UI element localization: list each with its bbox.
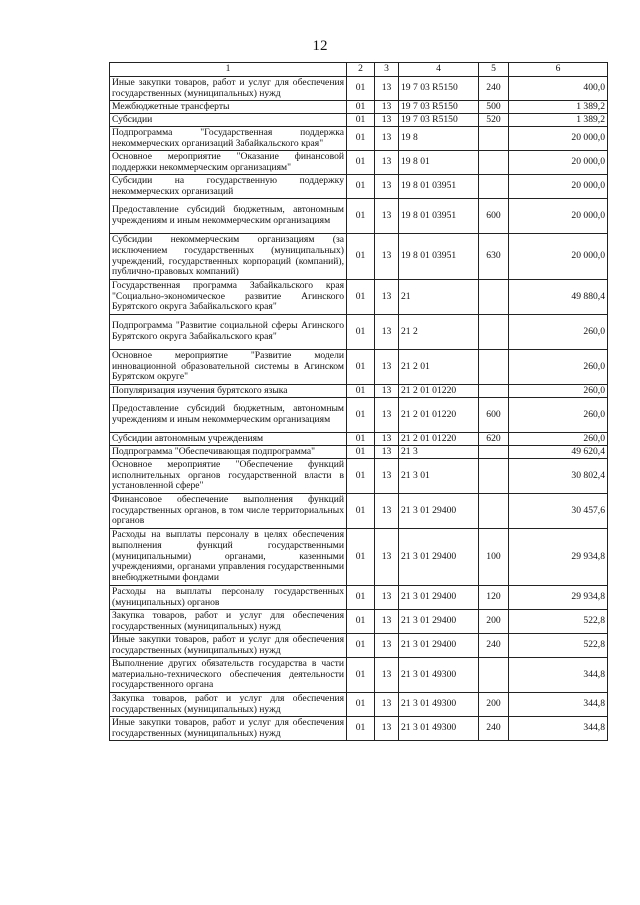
target-article-cell: 21 2 01 01220 bbox=[399, 398, 479, 433]
table-body bbox=[110, 77, 608, 741]
section-code-cell: 01 bbox=[347, 634, 375, 658]
row-name-cell: Выполнение других обязательств государства в части материально-технического обеспечения деятельности государственного органа bbox=[110, 658, 347, 693]
subsection-code-cell: 13 bbox=[375, 586, 399, 610]
expense-type-cell: 630 bbox=[479, 234, 509, 280]
target-article-cell: 21 3 01 29400 bbox=[399, 586, 479, 610]
target-article-cell: 21 3 01 29400 bbox=[399, 610, 479, 634]
expense-type-cell: 100 bbox=[479, 529, 509, 586]
table-row bbox=[110, 127, 608, 151]
amount-cell: 260,0 bbox=[509, 398, 608, 433]
row-name-cell: Основное мероприятие "Обеспечение функций исполнительных органов государственной власти в установленной сфере" bbox=[110, 459, 347, 494]
table-row bbox=[110, 494, 608, 529]
target-article-cell: 19 8 01 03951 bbox=[399, 175, 479, 199]
target-article-cell: 21 2 01 bbox=[399, 350, 479, 385]
amount-cell: 400,0 bbox=[509, 77, 608, 101]
section-code-cell: 01 bbox=[347, 529, 375, 586]
section-code-cell: 01 bbox=[347, 199, 375, 234]
subsection-code-cell: 13 bbox=[375, 433, 399, 446]
expense-type-cell bbox=[479, 315, 509, 350]
section-code-cell: 01 bbox=[347, 77, 375, 101]
row-name-cell: Субсидии некоммерческим организациям (за исключением государственных (муниципальных) учреждений, государственных корпораций (компаний), публично-правовых компаний) bbox=[110, 234, 347, 280]
row-name-cell: Государственная программа Забайкальского края "Социально-экономическое развитие Агинского Бурятского округа Забайкальского края" bbox=[110, 280, 347, 315]
section-code-cell: 01 bbox=[347, 433, 375, 446]
target-article-cell: 19 7 03 R5150 bbox=[399, 77, 479, 101]
subsection-code-cell: 13 bbox=[375, 717, 399, 741]
table-row bbox=[110, 717, 608, 741]
subsection-code-cell: 13 bbox=[375, 77, 399, 101]
amount-cell: 20 000,0 bbox=[509, 234, 608, 280]
amount-cell: 49 880,4 bbox=[509, 280, 608, 315]
row-name-cell: Основное мероприятие "Оказание финансовой поддержки некоммерческим организациям" bbox=[110, 151, 347, 175]
amount-cell: 20 000,0 bbox=[509, 127, 608, 151]
target-article-cell: 21 2 01 01220 bbox=[399, 385, 479, 398]
row-name-cell: Субсидии на государственную поддержку некоммерческих организаций bbox=[110, 175, 347, 199]
subsection-code-cell: 13 bbox=[375, 658, 399, 693]
subsection-code-cell: 13 bbox=[375, 315, 399, 350]
table-row bbox=[110, 433, 608, 446]
row-name-cell: Основное мероприятие "Развитие модели инновационной образовательной системы в Агинском Бурятском округе" bbox=[110, 350, 347, 385]
target-article-cell: 19 7 03 R5150 bbox=[399, 101, 479, 114]
expense-type-cell bbox=[479, 350, 509, 385]
table-row bbox=[110, 634, 608, 658]
target-article-cell: 19 8 bbox=[399, 127, 479, 151]
section-code-cell: 01 bbox=[347, 315, 375, 350]
amount-cell: 29 934,8 bbox=[509, 586, 608, 610]
target-article-cell: 19 7 03 R5150 bbox=[399, 114, 479, 127]
target-article-cell: 21 3 01 29400 bbox=[399, 529, 479, 586]
table-row bbox=[110, 693, 608, 717]
budget-table bbox=[109, 62, 608, 741]
expense-type-cell bbox=[479, 446, 509, 459]
expense-type-cell bbox=[479, 175, 509, 199]
amount-cell: 344,8 bbox=[509, 693, 608, 717]
table-row bbox=[110, 315, 608, 350]
section-code-cell: 01 bbox=[347, 610, 375, 634]
table-row bbox=[110, 350, 608, 385]
row-name-cell: Популяризация изучения бурятского языка bbox=[110, 385, 347, 398]
amount-cell: 20 000,0 bbox=[509, 151, 608, 175]
section-code-cell: 01 bbox=[347, 114, 375, 127]
expense-type-cell bbox=[479, 151, 509, 175]
amount-cell: 29 934,8 bbox=[509, 529, 608, 586]
row-name-cell: Предоставление субсидий бюджетным, автономным учреждениям и иным некоммерческим организациям bbox=[110, 199, 347, 234]
table-row bbox=[110, 385, 608, 398]
subsection-code-cell: 13 bbox=[375, 114, 399, 127]
row-name-cell: Субсидии автономным учреждениям bbox=[110, 433, 347, 446]
row-name-cell: Закупка товаров, работ и услуг для обеспечения государственных (муниципальных) нужд bbox=[110, 610, 347, 634]
section-code-cell: 01 bbox=[347, 385, 375, 398]
expense-type-cell bbox=[479, 459, 509, 494]
subsection-code-cell: 13 bbox=[375, 280, 399, 315]
table-row bbox=[110, 446, 608, 459]
table-row bbox=[110, 175, 608, 199]
header-cell: 2 bbox=[347, 63, 375, 77]
expense-type-cell bbox=[479, 658, 509, 693]
section-code-cell: 01 bbox=[347, 280, 375, 315]
table-row bbox=[110, 199, 608, 234]
target-article-cell: 21 3 bbox=[399, 446, 479, 459]
amount-cell: 30 802,4 bbox=[509, 459, 608, 494]
target-article-cell: 19 8 01 03951 bbox=[399, 199, 479, 234]
row-name-cell: Подпрограмма "Развитие социальной сферы Агинского Бурятского округа Забайкальского края" bbox=[110, 315, 347, 350]
row-name-cell: Подпрограмма "Обеспечивающая подпрограмма" bbox=[110, 446, 347, 459]
row-name-cell: Финансовое обеспечение выполнения функций государственных органов, в том числе территориальных органов bbox=[110, 494, 347, 529]
amount-cell: 20 000,0 bbox=[509, 175, 608, 199]
section-code-cell: 01 bbox=[347, 350, 375, 385]
row-name-cell: Закупка товаров, работ и услуг для обеспечения государственных (муниципальных) нужд bbox=[110, 693, 347, 717]
amount-cell: 20 000,0 bbox=[509, 199, 608, 234]
table-row bbox=[110, 114, 608, 127]
expense-type-cell: 240 bbox=[479, 634, 509, 658]
expense-type-cell: 200 bbox=[479, 610, 509, 634]
subsection-code-cell: 13 bbox=[375, 385, 399, 398]
table-row bbox=[110, 280, 608, 315]
section-code-cell: 01 bbox=[347, 658, 375, 693]
section-code-cell: 01 bbox=[347, 234, 375, 280]
target-article-cell: 21 3 01 29400 bbox=[399, 494, 479, 529]
subsection-code-cell: 13 bbox=[375, 634, 399, 658]
amount-cell: 260,0 bbox=[509, 350, 608, 385]
amount-cell: 522,8 bbox=[509, 610, 608, 634]
row-name-cell: Межбюджетные трансферты bbox=[110, 101, 347, 114]
expense-type-cell: 240 bbox=[479, 717, 509, 741]
expense-type-cell: 500 bbox=[479, 101, 509, 114]
expense-type-cell: 200 bbox=[479, 693, 509, 717]
row-name-cell: Расходы на выплаты персоналу государственных (муниципальных) органов bbox=[110, 586, 347, 610]
header-cell: 5 bbox=[479, 63, 509, 77]
target-article-cell: 21 3 01 29400 bbox=[399, 634, 479, 658]
row-name-cell: Иные закупки товаров, работ и услуг для обеспечения государственных (муниципальных) нужд bbox=[110, 77, 347, 101]
target-article-cell: 21 2 bbox=[399, 315, 479, 350]
table-row bbox=[110, 101, 608, 114]
target-article-cell: 21 3 01 49300 bbox=[399, 693, 479, 717]
amount-cell: 49 620,4 bbox=[509, 446, 608, 459]
subsection-code-cell: 13 bbox=[375, 529, 399, 586]
subsection-code-cell: 13 bbox=[375, 459, 399, 494]
section-code-cell: 01 bbox=[347, 717, 375, 741]
expense-type-cell: 600 bbox=[479, 199, 509, 234]
row-name-cell: Иные закупки товаров, работ и услуг для обеспечения государственных (муниципальных) нужд bbox=[110, 634, 347, 658]
expense-type-cell bbox=[479, 494, 509, 529]
subsection-code-cell: 13 bbox=[375, 234, 399, 280]
row-name-cell: Предоставление субсидий бюджетным, автономным учреждениям и иным некоммерческим организациям bbox=[110, 398, 347, 433]
row-name-cell: Расходы на выплаты персоналу в целях обеспечения выполнения функций государственными (муниципальными) органами, казенными учреждениями, органами управления государственными внебюджетными фондами bbox=[110, 529, 347, 586]
subsection-code-cell: 13 bbox=[375, 610, 399, 634]
table-header-row bbox=[110, 63, 608, 77]
table-row bbox=[110, 459, 608, 494]
amount-cell: 522,8 bbox=[509, 634, 608, 658]
target-article-cell: 19 8 01 bbox=[399, 151, 479, 175]
section-code-cell: 01 bbox=[347, 446, 375, 459]
amount-cell: 344,8 bbox=[509, 717, 608, 741]
section-code-cell: 01 bbox=[347, 398, 375, 433]
table-row bbox=[110, 610, 608, 634]
section-code-cell: 01 bbox=[347, 693, 375, 717]
expense-type-cell: 620 bbox=[479, 433, 509, 446]
subsection-code-cell: 13 bbox=[375, 175, 399, 199]
table-row bbox=[110, 151, 608, 175]
section-code-cell: 01 bbox=[347, 101, 375, 114]
header-cell: 4 bbox=[399, 63, 479, 77]
section-code-cell: 01 bbox=[347, 586, 375, 610]
table-row bbox=[110, 586, 608, 610]
table-row bbox=[110, 234, 608, 280]
amount-cell: 30 457,6 bbox=[509, 494, 608, 529]
target-article-cell: 21 2 01 01220 bbox=[399, 433, 479, 446]
section-code-cell: 01 bbox=[347, 494, 375, 529]
target-article-cell: 21 3 01 bbox=[399, 459, 479, 494]
section-code-cell: 01 bbox=[347, 151, 375, 175]
subsection-code-cell: 13 bbox=[375, 151, 399, 175]
target-article-cell: 19 8 01 03951 bbox=[399, 234, 479, 280]
amount-cell: 260,0 bbox=[509, 385, 608, 398]
section-code-cell: 01 bbox=[347, 175, 375, 199]
header-cell: 3 bbox=[375, 63, 399, 77]
section-code-cell: 01 bbox=[347, 127, 375, 151]
table-row bbox=[110, 658, 608, 693]
amount-cell: 260,0 bbox=[509, 315, 608, 350]
amount-cell: 344,8 bbox=[509, 658, 608, 693]
expense-type-cell: 240 bbox=[479, 77, 509, 101]
subsection-code-cell: 13 bbox=[375, 127, 399, 151]
header-cell: 1 bbox=[110, 63, 347, 77]
expense-type-cell bbox=[479, 280, 509, 315]
expense-type-cell: 600 bbox=[479, 398, 509, 433]
row-name-cell: Иные закупки товаров, работ и услуг для обеспечения государственных (муниципальных) нужд bbox=[110, 717, 347, 741]
subsection-code-cell: 13 bbox=[375, 494, 399, 529]
subsection-code-cell: 13 bbox=[375, 350, 399, 385]
subsection-code-cell: 13 bbox=[375, 446, 399, 459]
target-article-cell: 21 3 01 49300 bbox=[399, 717, 479, 741]
target-article-cell: 21 bbox=[399, 280, 479, 315]
target-article-cell: 21 3 01 49300 bbox=[399, 658, 479, 693]
amount-cell: 1 389,2 bbox=[509, 101, 608, 114]
table-row bbox=[110, 77, 608, 101]
expense-type-cell: 520 bbox=[479, 114, 509, 127]
amount-cell: 260,0 bbox=[509, 433, 608, 446]
row-name-cell: Субсидии bbox=[110, 114, 347, 127]
header-cell: 6 bbox=[509, 63, 608, 77]
expense-type-cell bbox=[479, 127, 509, 151]
page-number: 12 bbox=[312, 38, 328, 54]
amount-cell: 1 389,2 bbox=[509, 114, 608, 127]
subsection-code-cell: 13 bbox=[375, 693, 399, 717]
subsection-code-cell: 13 bbox=[375, 199, 399, 234]
subsection-code-cell: 13 bbox=[375, 101, 399, 114]
subsection-code-cell: 13 bbox=[375, 398, 399, 433]
expense-type-cell bbox=[479, 385, 509, 398]
table-row bbox=[110, 529, 608, 586]
row-name-cell: Подпрограмма "Государственная поддержка некоммерческих организаций Забайкальского края" bbox=[110, 127, 347, 151]
expense-type-cell: 120 bbox=[479, 586, 509, 610]
table-row bbox=[110, 398, 608, 433]
section-code-cell: 01 bbox=[347, 459, 375, 494]
